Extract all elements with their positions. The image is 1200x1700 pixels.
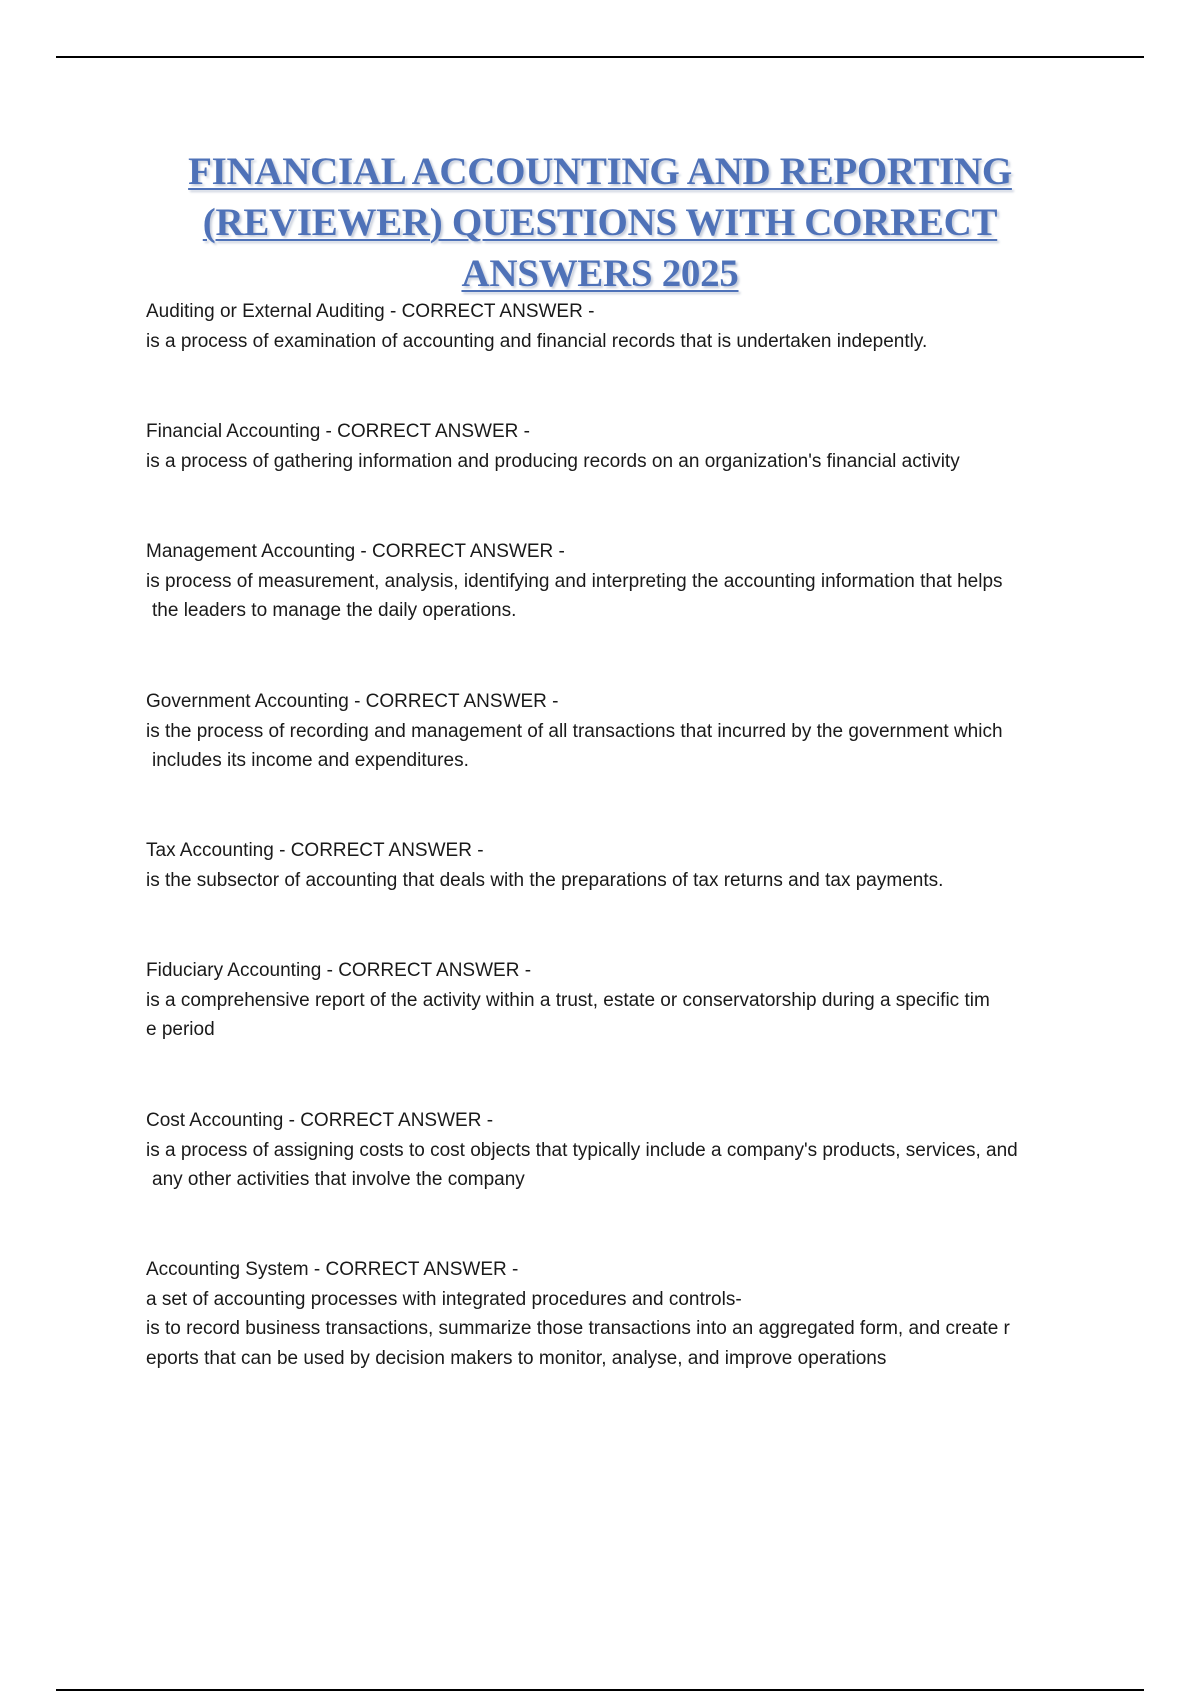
answer-line: includes its income and expenditures. (152, 750, 469, 771)
question-term: Financial Accounting - CORRECT ANSWER - (146, 421, 530, 442)
answer-line: eports that can be used by decision makers to monitor, analyse, and improve operations (146, 1347, 887, 1369)
answer-line: is a process of gathering information and producing records on an organization's financial activity (146, 450, 960, 472)
question-term: Tax Accounting - CORRECT ANSWER - (146, 840, 484, 861)
answer-line: is to record business transactions, summarize those transactions into an aggregated form, and create r (146, 1318, 1010, 1339)
qa-entry-auditing (146, 297, 1096, 356)
answer-line: any other activities that involve the company (152, 1169, 525, 1190)
answer-line: is the process of recording and management of all transactions that incurred by the government which (146, 720, 1003, 742)
question-term: Cost Accounting - CORRECT ANSWER - (146, 1110, 494, 1131)
answer-line: is a comprehensive report of the activity within a trust, estate or conservatorship during a specific tim (146, 989, 990, 1011)
answer-line: is the subsector of accounting that deals with the preparations of tax returns and tax payments. (146, 869, 944, 891)
qa-entry-management-accounting (146, 537, 1096, 626)
answer-line: is a process of assigning costs to cost objects that typically include a company's products, services, and (146, 1139, 1018, 1161)
answer-line: is process of measurement, analysis, identifying and interpreting the accounting information that helps (146, 570, 1003, 592)
answer-line: is a process of examination of accounting and financial records that is undertaken indepently. (146, 330, 928, 352)
question-term: Auditing or External Auditing - CORRECT ANSWER - (146, 301, 595, 322)
question-term: Government Accounting - CORRECT ANSWER - (146, 691, 559, 712)
title-line-3: ANSWERS 2025 (461, 252, 739, 295)
qa-entry-tax-accounting (146, 836, 1096, 895)
top-rule (56, 56, 1144, 58)
question-term: Accounting System - CORRECT ANSWER - (146, 1259, 519, 1280)
question-term: Fiduciary Accounting - CORRECT ANSWER - (146, 960, 532, 981)
document-title (100, 146, 1100, 299)
answer-line: e period (146, 1019, 215, 1040)
title-line-1: FINANCIAL ACCOUNTING AND REPORTING (188, 150, 1012, 193)
answer-line: the leaders to manage the daily operations. (152, 600, 517, 621)
question-term: Management Accounting - CORRECT ANSWER - (146, 541, 565, 562)
bottom-rule (56, 1689, 1144, 1691)
qa-entry-government-accounting (146, 687, 1096, 776)
title-line-2: (REVIEWER) QUESTIONS WITH CORRECT (202, 201, 998, 244)
qa-entry-financial-accounting (146, 417, 1096, 476)
qa-entry-accounting-system (146, 1255, 1096, 1373)
answer-line: a set of accounting processes with integrated procedures and controls- (146, 1288, 742, 1310)
qa-entry-cost-accounting (146, 1106, 1096, 1195)
qa-entry-fiduciary-accounting (146, 956, 1096, 1045)
